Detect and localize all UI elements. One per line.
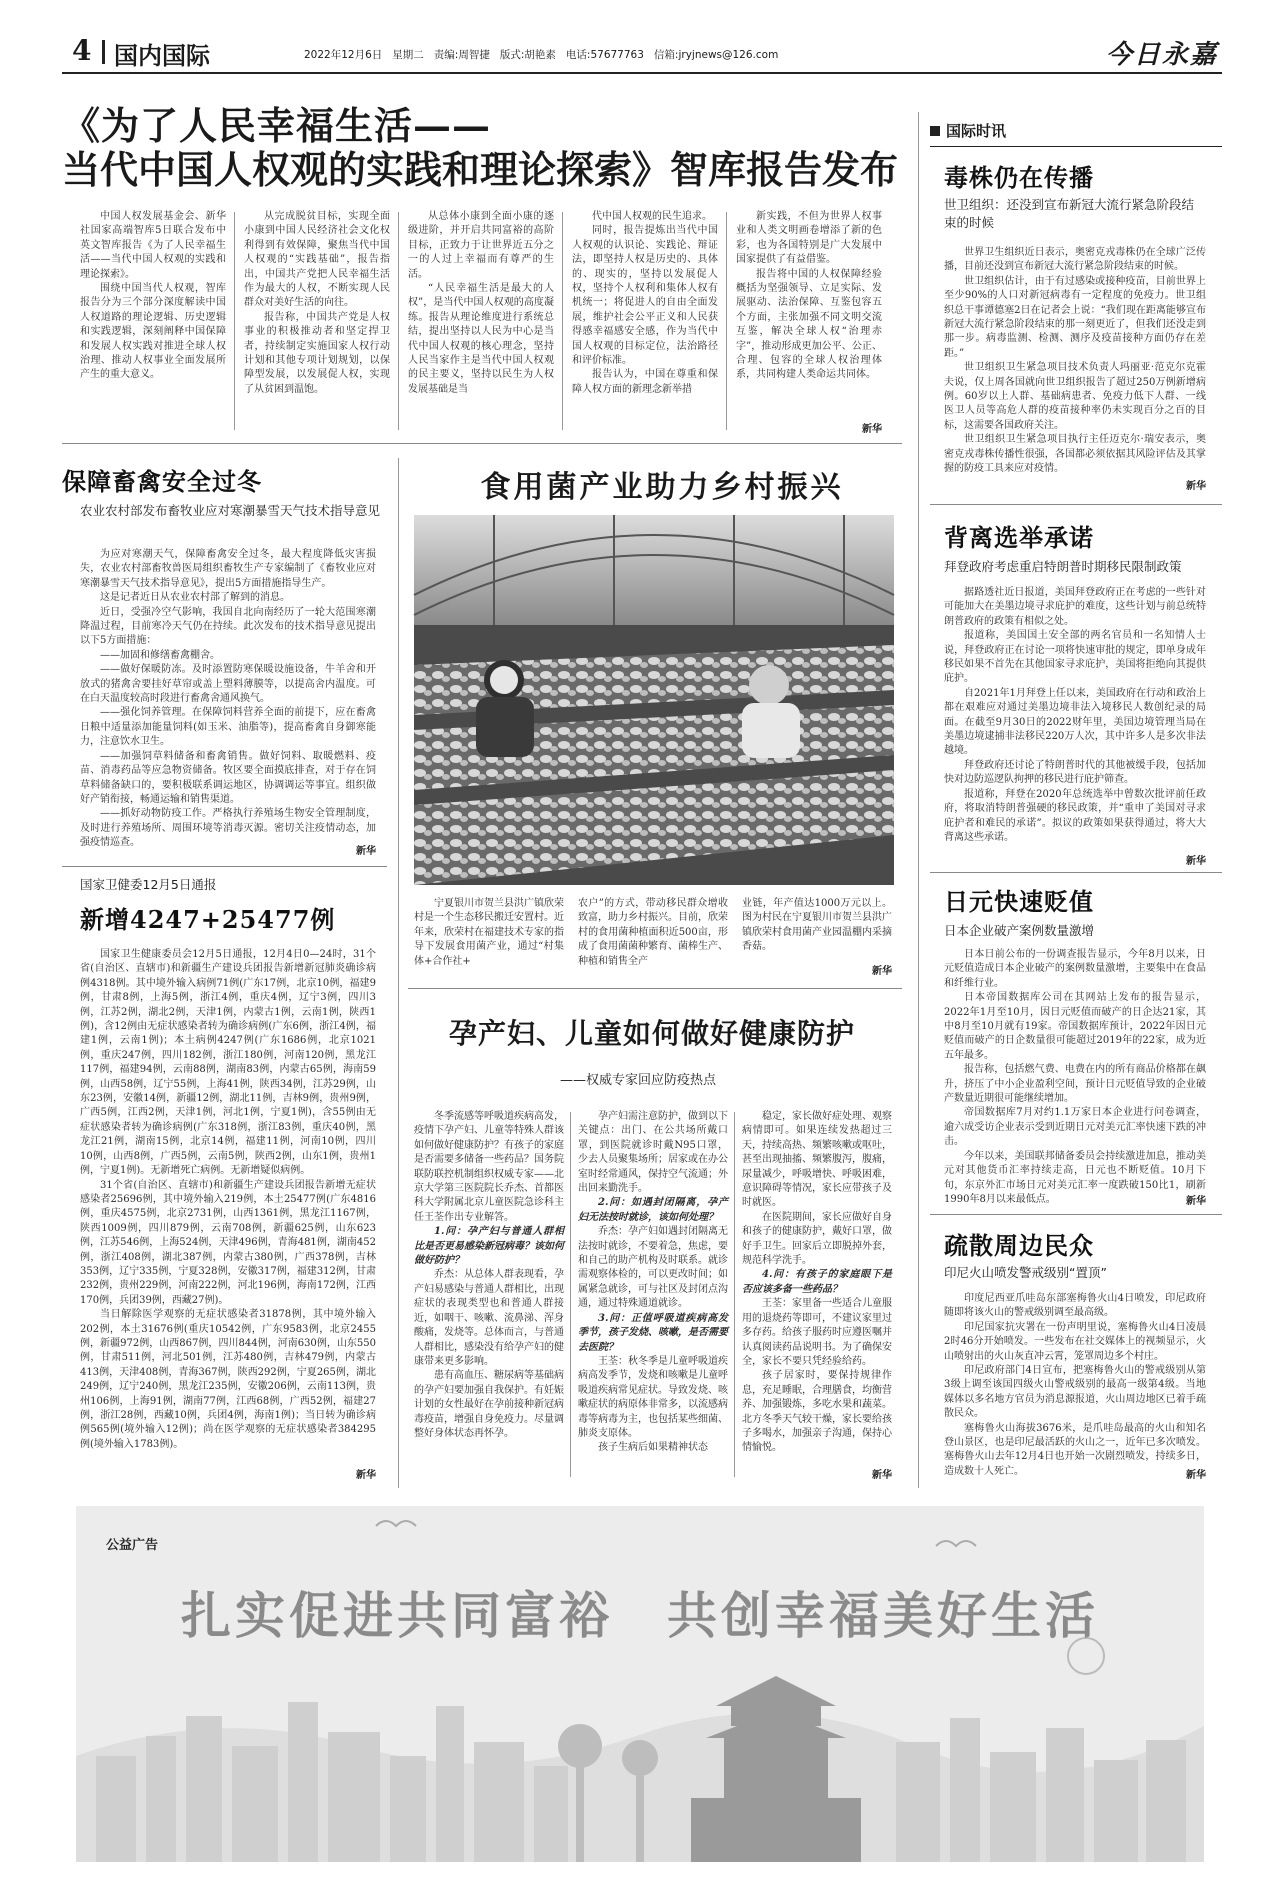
- sidebar-paragraph: 世界卫生组织近日表示，奥密克戎毒株仍在全球广泛传播，目前还没到宣布新冠大流行紧急阶段结束的时候。: [944, 247, 1206, 273]
- mushroom-title: 食用菌产业助力乡村振兴: [480, 470, 844, 505]
- lead-paragraph: 报告将中国的人权保障经验概括为坚强领导、立足实际、发展驱动、法治保障、互鉴包容五个方面，主张加强不同文明交流互鉴，解决全球人权“治理赤字”，推动形成更加公平、公正、合理、包容的全球人权治理体系，共同构建人类命运共同体。: [736, 268, 882, 381]
- pregnant-paragraph: 乔杰：从总体人群表现看，孕产妇易感染与普通人群相比，出现症状的表现类型也和普通人群接近，如咽干、咳嗽、流鼻涕、浑身酸痛，发烧等。总体而言，与普通人群相比，感染没有给孕产妇的健康带来更多影响。: [414, 1269, 564, 1367]
- sidebar-item-subtitle: 拜登政府考虑重启特朗普时期移民限制政策: [944, 559, 1182, 574]
- column-divider: [234, 212, 235, 430]
- lead-column-2: [244, 210, 390, 435]
- pregnant-column-1: [414, 1110, 564, 1480]
- livestock-subtitle: 农业农村部发布畜牧业应对寒潮暴雪天气技术指导意见: [80, 503, 381, 518]
- pregnant-paragraph: 孩子居家时，要保持规律作息，充足睡眠，合理膳食，均衡营养、加强锻炼，多吃水果和蔬菜。北方冬季天气较干燥，家长要给孩子多喝水，加强亲子沟通，保持心情愉悦。: [742, 1370, 892, 1454]
- pregnant-question: 3.问：正值呼吸道疾病高发季节，孩子发烧、咳嗽，是否需要去医院？: [578, 1312, 728, 1353]
- pregnant-title: 孕产妇、儿童如何做好健康防护: [448, 1017, 855, 1050]
- pregnant-question: 4.问：有孩子的家庭眼下是否应该多备一些药品？: [742, 1269, 892, 1295]
- editor-credit: 责编:周智捷: [433, 49, 490, 61]
- livestock-paragraph: 为应对寒潮天气，保障畜禽安全过冬，最大程度降低灾害损失，农业农村部畜牧兽医局组织畜牧生产专家编制了《畜牧业应对寒潮暴雪天气技术指导意见》，提出5方面措施指导生产。: [80, 549, 376, 589]
- lead-paragraph: 围绕中国当代人权观，智库报告分为三个部分深度解读中国人权道路的理论逻辑、历史逻辑和实践逻辑，深刻阐释中国保障和发展人权实践对推进全球人权治理、推动人权事业全面发展所产生的重大意义。: [80, 283, 226, 381]
- sidebar-paragraph: 报道称，美国国土安全部的两名官员和一名知情人士说，拜登政府正在讨论一项将快速审批的规定，即单身成年移民如果不首先在其他国家寻求庇护，美国将拒绝向其提供庇护。: [944, 630, 1206, 685]
- lead-column-3: [408, 210, 554, 435]
- pregnant-column-3: [742, 1110, 892, 1460]
- lead-column-1: [80, 210, 226, 435]
- pregnant-paragraph: 孕产妇需注意防护，做到以下关键点：出门、在公共场所戴口罩，到医院就诊时戴N95口罩，少去人员聚集场所；居家或在办公室时经常通风，保持空气流通；外出回来勤洗手。: [578, 1111, 728, 1195]
- column-divider: [562, 212, 563, 430]
- column-divider: [570, 1112, 571, 1477]
- pregnant-paragraph: 乔杰：孕产妇如遇封闭隔离无法按时就诊，不要着急，焦虑，要和自己的助产机构及时联系。就诊需观察体检的，可以更改时间；如属紧急就诊，可与社区及封闭点沟通，通过特殊通道就诊。: [578, 1226, 728, 1310]
- page-number: 4: [72, 34, 92, 67]
- pregnant-paragraph: 王荃：秋冬季是儿童呼吸道疾病高发季节，发烧和咳嗽是儿童呼吸道疾病常见症状。导致发烧、咳嗽症状的病原体非常多，以流感病毒等病毒为主，也包括某些细菌、肺炎支原体。: [578, 1355, 728, 1439]
- lead-paragraph: 从完成脱贫目标，实现全面小康到中国人民经济社会文化权利得到有效保障，聚焦当代中国人权观的“实践基础”，报告指出，中国共产党把人民幸福生活作为最大的人权，不断实现人民群众对美好生活的向往。: [244, 211, 390, 309]
- lead-paragraph: 报告认为，中国在尊重和保障人权方面的新理念新举措: [572, 369, 718, 395]
- sidebar-paragraph: 据路透社近日报道，美国拜登政府正在考虑的一些针对可能加大在美墨边境寻求庇护的难度，这些计划与前总统特朗普政府的政策有相似之处。: [944, 587, 1206, 627]
- sidebar-paragraph: 印尼国家抗灾署在一份声明里说，塞梅鲁火山4日凌晨2时46分开始喷发。一些发布在社交媒体上的视频显示，火山喷射出的火山灰直冲云霄，笼罩周边多个村庄。: [944, 1321, 1206, 1362]
- livestock-paragraph: 这是记者近日从农业农村部了解到的消息。: [100, 592, 290, 604]
- covid-paragraph: 国家卫生健康委员会12月5日通报，12月4日0—24时，31个省(自治区、直辖市)和新疆生产建设兵团报告新增新冠肺炎确诊病例4318例。其中境外输入病例71例(广东17例，北京10例，福建9例，甘肃8例，上海5例，浙江4例，重庆4例，辽宁3例，四川3例，江苏2例，湖北2例，天津1例，内蒙古1例，云南1例，陕西1例)，含12例由无症状感染者转为确诊病例(广东6例，浙江4例，福建1例，云南1例)；本土病例4247例(广东1686例，北京1021例，重庆247例，四川182例，浙江180例，河南120例，黑龙江117例，福建94例，云南88例，湖南83例，内蒙古65例，海南59例，山西58例，辽宁55例，上海41例，陕西34例，江苏29例，山东23例，安徽14例，新疆12例，湖北11例，吉林9例，贵州9例，广西5例，江西2例，天津1例，河北1例，宁夏1例)，含55例由无症状感染者转为确诊病例(广东318例，浙江83例，重庆40例，黑龙江21例，湖南15例，北京14例，福建11例，河南10例，四川10例，山西8例，广西5例，云南5例，陕西2例，山东1例，贵州1例，宁夏1例)。无新增死亡病例。无新增疑似病例。: [80, 949, 376, 1177]
- pregnant-byline: 新华: [872, 1470, 892, 1481]
- section-marker-icon: [930, 126, 940, 136]
- livestock-paragraph: ——加强饲草料储备和畜禽销售。做好饲料、取暖燃料、疫苗、消毒药品等应急物资储备。牧区要全面摸底排查，对于存在饲草料储备缺口的，要积极联系调运地区，协调调运等事宜。组织做好产销衔接，畅通运输和销售渠道。: [80, 750, 376, 805]
- sidebar-paragraph: 报道称，拜登在2020年总统选举中曾数次批评前任政府，将取消特朗普强硬的移民政策，并“重申了美国对寻求庇护者和难民的承诺”。拟议的政策如果获得通过，将大大背离这些承诺。: [944, 788, 1206, 843]
- ad-background-illustration: [76, 1506, 1204, 1862]
- masthead-info: [304, 47, 778, 62]
- covid-body: [80, 948, 376, 1468]
- sidebar-paragraph: 自2021年1月拜登上任以来，美国政府在行动和政治上都在艰难应对通过美墨边境非法入境移民人数创纪录的局面。在截至9月30日的2022财年里，美国边境管理当局在美墨边境逮捕非法移民220万人次，其中许多人是多次非法越境。: [944, 687, 1206, 757]
- sidebar-paragraph: 世卫组织估计，由于有过感染或接种疫苗，目前世界上至少90%的人口对新冠病毒有一定程度的免疫力。世卫组织总干事谭德塞2日在记者会上说：“我们现在距离能够宣布新冠大流行紧急阶段结束的那一刻更近了，但我们还没走到那一步。病毒监测、检测、测序及疫苗接种方面仍存在差距。”: [944, 275, 1206, 359]
- pregnant-question: 1.问：孕产妇与普通人群相比是否更易感染新冠病毒？该如何做好防护？: [414, 1226, 564, 1267]
- mushroom-byline: 新华: [872, 966, 892, 977]
- pregnant-paragraph: 王荃：家里备一些适合儿童服用的退烧药等即可，不建议家里过多存药。给孩子服药时应遵医嘱并认真阅读药品说明书。为了确保安全，家长不要只凭经验给药。: [742, 1298, 892, 1367]
- sidebar-item-body: [944, 246, 1206, 474]
- pregnant-paragraph: 患有高血压、糖尿病等基础病的孕产妇要加强自我保护。有妊娠计划的女性最好在孕前接种新冠病毒疫苗，增强自身免疫力。尽量调整好身体状态再怀孕。: [414, 1370, 564, 1439]
- sidebar-item-byline: 新华: [1186, 856, 1206, 867]
- covid-paragraph: 当日解除医学观察的无症状感染者31878例，其中境外输入202例，本土31676例(重庆10542例，广东9583例，北京2455例，新疆972例，山西867例，四川844例，河南630例，山东550例，甘肃511例，河北501例，江苏480例，吉林479例，内蒙古413例，天津408例，青海367例，陕西292例，宁夏265例，湖北249例，辽宁240例，黑龙江235例，安徽206例，云南113例，贵州106例，上海91例，湖南77例，江西68例，广西52例，福建27例，浙江28例，西藏10例，兵团4例，海南1例)；当日转为确诊病例565例(境外输入12例)；尚在医学观察的无症状感染者384295例(境外输入1783例)。: [80, 1309, 376, 1450]
- lead-paragraph: “人民幸福生活是最大的人权”，是当代中国人权观的高度凝练。报告从理论维度进行系统总结，提出坚持以人民为中心是当代中国人权观的核心理念，坚持人民当家作主是当代中国人权观的民主要义，坚持以民生为人权发展基础是当: [408, 283, 554, 395]
- sidebar-item-title: 毒株仍在传播: [944, 163, 1094, 192]
- masthead: [62, 34, 1222, 70]
- pregnant-paragraph: 在医院期间，家长应做好自身和孩子的健康防护，戴好口罩，做好手卫生。回家后立即脱掉外套，规范科学洗手。: [742, 1211, 892, 1267]
- section-rule: [62, 443, 902, 444]
- mushroom-caption-3: [742, 897, 892, 963]
- lead-headline-line1: 《为了人民幸福生活——: [62, 103, 492, 148]
- sidebar-item-byline: 新华: [1186, 1196, 1206, 1207]
- sidebar-item-subtitle: 日本企业破产案例数量激增: [944, 923, 1095, 938]
- lead-paragraph: 同时，报告提炼出当代中国人权观的认识论、实践论、辩证法，即坚持人权是历史的、具体的、现实的，坚持以发展促人权，坚持个人权利和集体人权有机统一；将促进人的自由全面发展，维护社会公平正义和人民获得感幸福感安全感，作为当代中国人权观的目标定位，法治路径和评价标准。: [572, 225, 718, 367]
- pregnant-paragraph: 冬季流感等呼吸道疾病高发，疫情下孕产妇、儿童等特殊人群该如何做好健康防护？有孩子的家庭是否需要多储备一些药品？国务院联防联控机制组织权威专家——北京大学第三医院院长乔杰、首都医科大学附属北京儿童医院急诊科主任王荃作出专业解答。: [414, 1111, 564, 1223]
- lead-headline: [62, 104, 932, 192]
- sidebar-paragraph: 拜登政府还讨论了特朗普时代的其他被缓手段，包括加快对边防巡逻队拘押的移民进行庇护筛查。: [944, 759, 1206, 786]
- lead-headline-line2: 当代中国人权观的实践和理论探索》智库报告发布: [62, 147, 899, 192]
- sidebar-rule: [930, 1214, 1222, 1215]
- sidebar-paragraph: 世卫组织卫生紧急项目执行主任迈克尔·瑞安表示，奥密克戎毒株传播性很强，各国都必须依据其风险评估及其掌握的防疫工具来应对疫情。: [944, 434, 1206, 475]
- pregnant-subtitle: ——权威专家回应防疫热点: [560, 1073, 717, 1088]
- livestock-paragraph: 近日，受强冷空气影响，我国自北向南经历了一轮大范围寒潮降温过程，目前寒冷天气仍在持续。此次发布的技术指导意见提出以下5方面措施：: [80, 606, 376, 647]
- section-rule: [62, 866, 387, 867]
- ad-slogan: 扎实促进共同富裕 共创幸福美好生活: [181, 1586, 1099, 1645]
- covid-title: 新增4247+25477例: [80, 905, 336, 934]
- sidebar-rule: [930, 872, 1222, 873]
- pregnant-question: 2.问：如遇封闭隔离，孕产妇无法按时就诊，该如何处理？: [578, 1197, 728, 1223]
- sidebar-paragraph: 印尼政府部门4日宣布，把塞梅鲁火山的警戒级别从第3级上调至该国四级火山警戒级别的最高一级第4级。当地媒体以多名地方官员为消息源报道，火山周边地区已着手疏散民众。: [944, 1365, 1206, 1420]
- sidebar-item-byline: 新华: [1186, 1470, 1206, 1481]
- sidebar-divider: [918, 112, 919, 1488]
- covid-kicker: 国家卫健委12月5日通报: [80, 877, 217, 892]
- lead-paragraph: 新实践，不但为世界人权事业和人类文明画卷增添了新的色彩，也为各国特别是广大发展中国家提供了有益借鉴。: [736, 211, 882, 266]
- sidebar-item-title: 日元快速贬值: [944, 887, 1094, 916]
- lead-column-4: [572, 210, 718, 435]
- greenhouse-photo-illustration: [414, 515, 894, 885]
- sidebar-item-title: 背离选举承诺: [944, 523, 1094, 552]
- mushroom-caption: 宁夏银川市贺兰县洪广镇欣荣村是一个生态移民搬迁安置村。近年来，欣荣村在福建技术专家的指导下发展食用菌产业，通过“村集体+合作社+: [414, 898, 564, 967]
- issue-date: 2022年12月6日: [304, 49, 383, 61]
- sidebar-paragraph: 日本日前公布的一份调查报告显示，今年8月以来，日元贬值造成日本企业破产的案例数量激增，主要集中在食品和纤维行业。: [944, 949, 1206, 989]
- lead-paragraph: 从总体小康到全面小康的逐级进阶，并开启共同富裕的高阶目标，正致力于让世界近五分之一的人过上幸福而有尊严的生活。: [408, 211, 554, 280]
- phone-contact: 电话:57677763: [565, 49, 644, 61]
- ad-tag: 公益广告: [106, 1538, 159, 1553]
- pregnant-paragraph: 稳定，家长做好症处理、观察病情即可。如果连续发热超过三天，持续高热、频繁咳嗽或呕吐，甚至出现抽搐、频繁腹泻，腹痛，尿量减少，呼吸增快、呼吸困难，意识障碍等情况，家长应带孩子及时就医。: [742, 1111, 892, 1209]
- sidebar-rule: [930, 504, 1222, 505]
- column-divider: [734, 1112, 735, 1477]
- mushroom-photo: [414, 515, 894, 885]
- sidebar-paragraph: 世卫组织卫生紧急项目技术负责人玛丽亚·范克尔克霍夫说，仅上周各国就向世卫组织报告了超过250万例新增病例。60岁以上人群、基础病患者、免疫力低下人群、一线医卫人员等高危人群的疫苗接种率仍未实现百分之百的目标，这需要各国政府关注。: [944, 362, 1206, 431]
- lead-paragraph: 代中国人权观的民生追求。: [592, 211, 712, 222]
- livestock-paragraph: ——做好保暖防冻。及时添置防寒保暖设施设备，牛羊舍和开放式的猪禽舍要挂好草帘或盖上塑料薄膜等，以提高舍内温度。可在白天温度较高时段进行畜禽舍通风换气。: [80, 664, 376, 705]
- layout-credit: 版式:胡艳素: [499, 49, 556, 61]
- sidebar-paragraph: 今年以来，美国联邦储备委员会持续激进加息，推动美元对其他货币汇率持续走高，日元也不断贬值。10月下旬，东京外汇市场日元对美元汇率一度跌破150比1，刷新1990年8月以来最低点。: [944, 1150, 1206, 1205]
- sidebar-item-byline: 新华: [1186, 481, 1206, 492]
- column-divider: [726, 212, 727, 430]
- lead-paragraph: 中国人权发展基金会、新华社国家高端智库5日联合发布中英文智库报告《为了人民幸福生活——当代中国人权观的实践和理论探索》。: [80, 211, 226, 280]
- covid-byline: 新华: [356, 1470, 376, 1481]
- section-name: 国内国际: [114, 41, 210, 70]
- paper-logo: 今日永嘉: [1105, 40, 1218, 70]
- sidebar-item-subtitle: 印尼火山喷发警戒级别“置顶”: [944, 1265, 1107, 1280]
- issue-weekday: 星期二: [392, 49, 424, 61]
- mushroom-caption-1: [414, 897, 564, 977]
- lead-byline: 新华: [862, 424, 882, 435]
- mushroom-caption-2: [578, 897, 728, 977]
- mushroom-caption: 农户”的方式，带动移民群众增收致富，助力乡村振兴。目前，欣荣村的食用菌种植面积近500亩，形成了食用菌菌种繁育、菌棒生产、种植和销售全产: [578, 898, 728, 967]
- email-contact: 信箱:jryjnews@126.com: [653, 49, 779, 61]
- livestock-body: [80, 548, 376, 849]
- livestock-paragraph: ——抓好动物防疫工作。严格执行养殖场生物安全管理制度，及时进行养殖场所、周围环境等消毒灭源。密切关注疫情动态，加强疫情巡查。: [80, 808, 376, 849]
- pregnant-paragraph: 孩子生病后如果精神状态: [598, 1442, 708, 1454]
- section-rule: [408, 988, 902, 989]
- public-service-ad: [76, 1506, 1204, 1862]
- sidebar-paragraph: 塞梅鲁火山海拔3676米，是爪哇岛最高的火山和知名登山景区，也是印尼最活跃的火山之一，近年已多次喷发。塞梅鲁火山去年12月4日也开始一次剧烈喷发，持续多日，造成数十人死亡。: [944, 1422, 1206, 1477]
- column-divider: [398, 458, 399, 1488]
- sidebar-section-name: 国际时讯: [946, 122, 1007, 140]
- pregnant-column-2: [578, 1110, 728, 1480]
- livestock-paragraph: ——加固和修缮畜禽棚舍。: [100, 649, 220, 661]
- sidebar-item-title: 疏散周边民众: [944, 1231, 1094, 1260]
- masthead-divider: [102, 40, 105, 64]
- sidebar-rule: [930, 146, 1222, 147]
- livestock-title: 保障畜禽安全过冬: [62, 467, 262, 496]
- sidebar-paragraph: 印度尼西亚爪哇岛东部塞梅鲁火山4日喷发，印尼政府随即将该火山的警戒级别调至最高级。: [944, 1293, 1206, 1319]
- sidebar-item-body: [944, 586, 1206, 850]
- sidebar-paragraph: 报告称，包括燃气费、电费在内的所有商品价格都在飙升，挤压了中小企业盈利空间，预计日元贬值导致的企业破产数量近期很可能继续增加。: [944, 1064, 1206, 1105]
- covid-paragraph: 31个省(自治区、直辖市)和新疆生产建设兵团报告新增无症状感染者25696例，其中境外输入219例，本土25477例(广东4816例，重庆4575例，北京2731例，山西1361例，黑龙江1167例，陕西1009例，四川879例，云南708例，新疆625例，山东623例，江苏546例，上海524例，天津496例，青海481例，湖南452例，浙江408例，湖北387例，内蒙古380例，广西378例，吉林353例，辽宁335例，宁夏328例，安徽317例，福建312例，甘肃232例，贵州229例，河南222例，河北196例，海南172例，江西170例，兵团39例，西藏27例)。: [80, 1179, 376, 1306]
- column-divider: [398, 212, 399, 430]
- livestock-paragraph: ——强化饲养管理。在保障饲料营养全面的前提下，应在畜禽日粮中适量添加能量饲料(如玉米、油脂等)，提高畜禽自身御寒能力，注意饮水卫生。: [80, 707, 376, 748]
- sidebar-section-label: [930, 120, 1006, 141]
- lead-paragraph: 报告称，中国共产党是人权事业的积极推动者和坚定捍卫者，持续制定实施国家人权行动计划和其他专项计划规划，以保障型发展，以发展促人权，实现了从贫困到温饱。: [244, 311, 390, 395]
- lead-column-5: [736, 210, 882, 420]
- sidebar-paragraph: 日本帝国数据库公司在其网站上发布的报告显示，2022年1月至10月，因日元贬值而破产的日企达21家，其中8月至10月就有19家。帝国数据库预计，2022年因日元贬值而破产的日企数量很可能超过2019年的22家，成为近五年最多。: [944, 992, 1206, 1061]
- sidebar-item-subtitle: 世卫组织：还没到宣布新冠大流行紧急阶段结束的时候: [944, 197, 1195, 230]
- livestock-byline: 新华: [356, 846, 376, 857]
- sidebar-paragraph: 帝国数据库7月对约1.1万家日本企业进行问卷调查，逾六成受访企业表示受到近期日元对美元汇率快速下跌的冲击。: [944, 1107, 1206, 1148]
- masthead-rule: [62, 72, 1222, 74]
- mushroom-caption: 业链，年产值达1000万元以上。图为村民在宁夏银川市贺兰县洪广镇欣荣村食用菌产业园温棚内采摘香菇。: [742, 898, 892, 953]
